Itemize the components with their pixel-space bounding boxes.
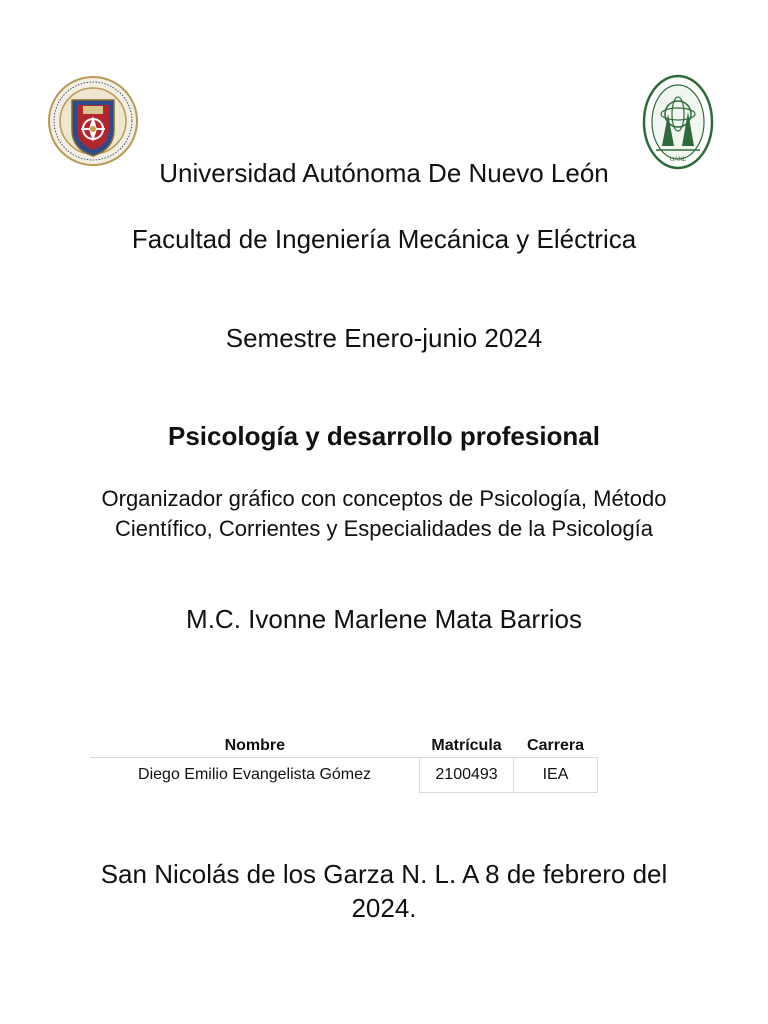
uanl-seal-logo bbox=[48, 76, 138, 166]
course-title: Psicología y desarrollo profesional bbox=[167, 421, 600, 451]
column-header-carrera: Carrera bbox=[514, 735, 598, 758]
professor-name: M.C. Ivonne Marlene Mata Barrios bbox=[186, 604, 582, 634]
column-header-nombre: Nombre bbox=[90, 735, 420, 758]
faculty-name: Facultad de Ingeniería Mecánica y Eléctrica bbox=[131, 224, 637, 254]
fime-seal-lettering: UANL bbox=[669, 157, 687, 163]
student-table bbox=[90, 735, 598, 793]
assignment-description: Organizador gráfico con conceptos de Psicología, Método Científico, Corrientes y Especialidades de la Psicología bbox=[101, 486, 667, 541]
fime-seal-logo bbox=[642, 74, 714, 170]
student-name-cell: Diego Emilio Evangelista Gómez bbox=[138, 766, 372, 784]
semester-label: Semestre Enero-junio 2024 bbox=[225, 323, 543, 353]
student-program-cell: IEA bbox=[514, 758, 598, 793]
table-row bbox=[90, 758, 598, 793]
student-id-cell: 2100493 bbox=[420, 758, 514, 793]
table-header-row bbox=[90, 735, 598, 758]
university-name: Universidad Autónoma De Nuevo León bbox=[159, 158, 609, 188]
column-header-matricula: Matrícula bbox=[420, 735, 514, 758]
place-and-date: San Nicolás de los Garza N. L. A 8 de febrero del 2024. bbox=[100, 859, 668, 923]
